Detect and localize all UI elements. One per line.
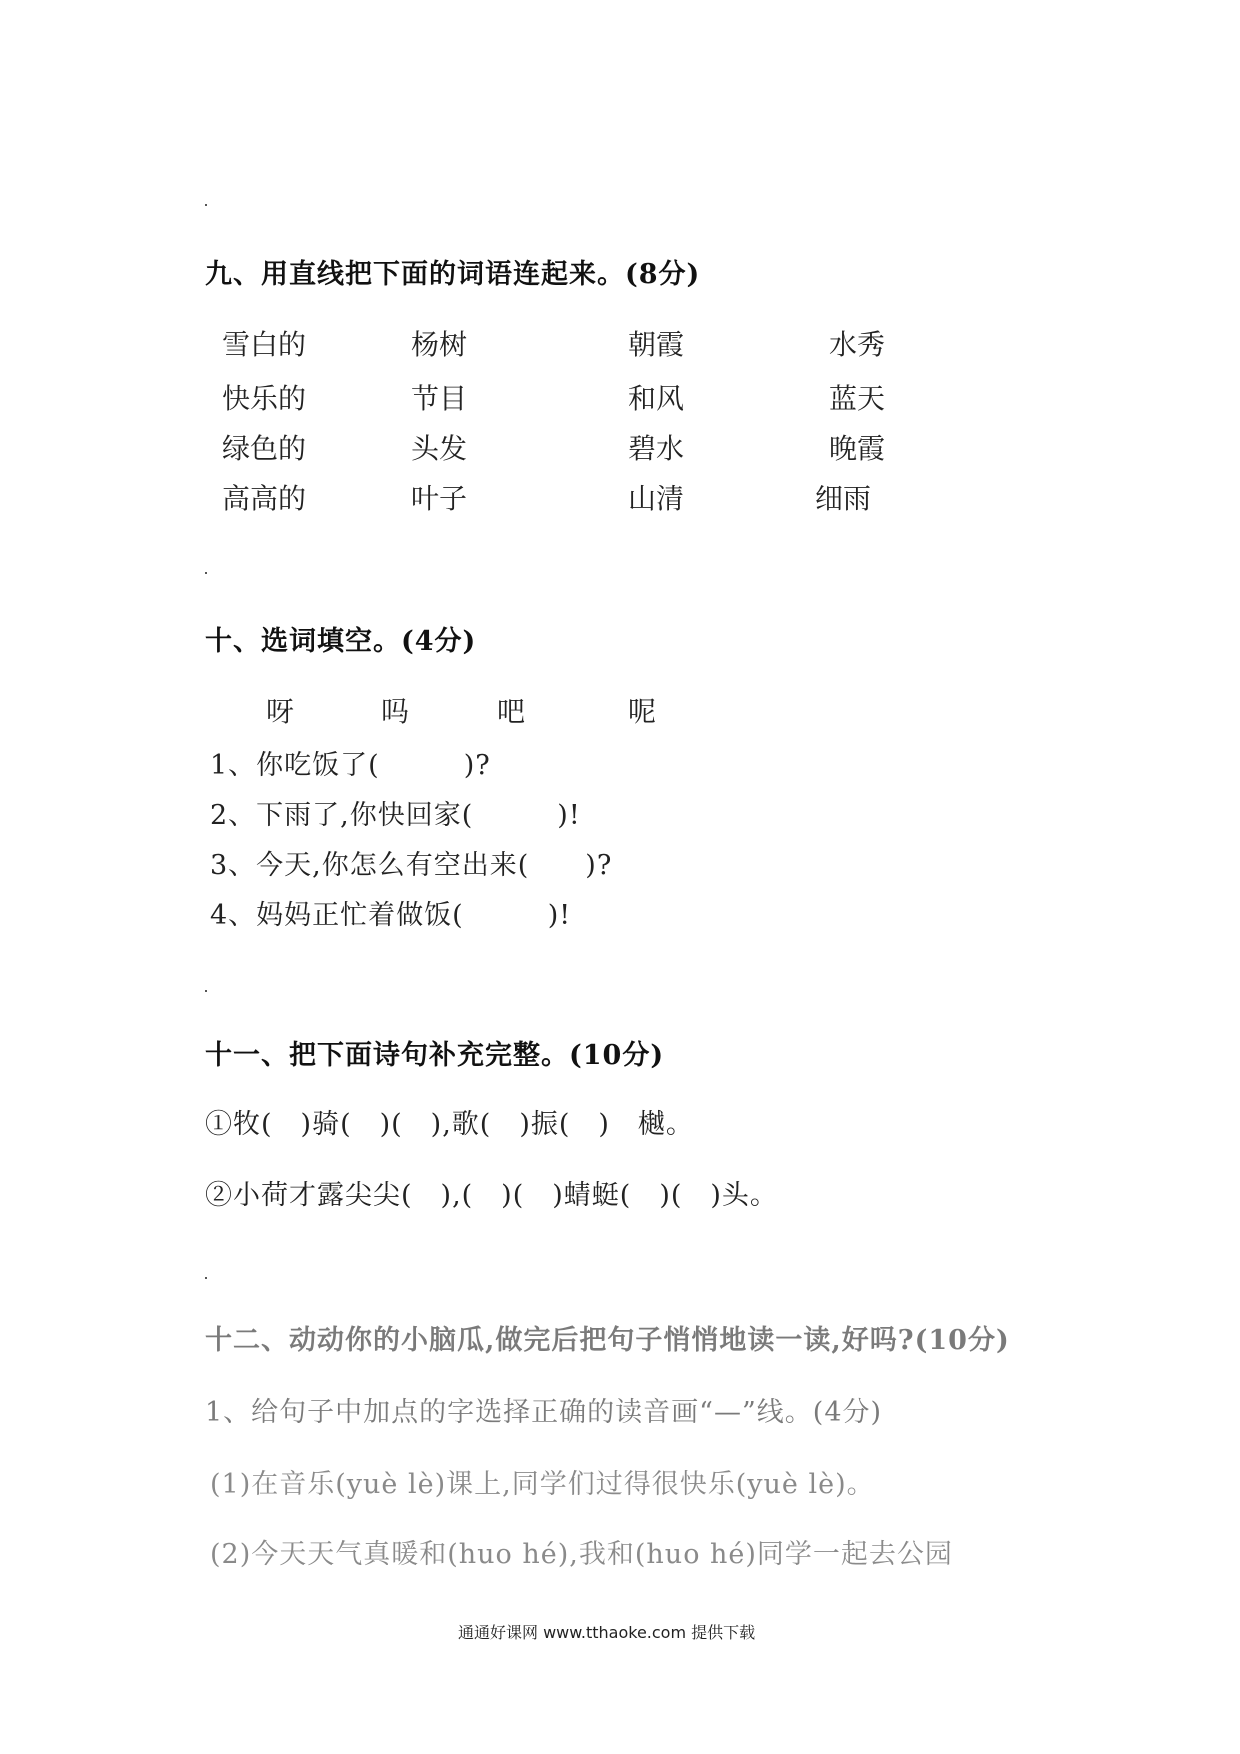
choice-word: 吧 [497, 695, 526, 728]
word-left1: 快乐的 [222, 382, 307, 415]
section10-title: 十、选词填空。(4分) [205, 626, 477, 657]
choice-word: 吗 [381, 695, 410, 728]
word-left1: 绿色的 [222, 432, 307, 465]
word-right1: 朝霞 [628, 328, 685, 361]
pinyin-item: (2)今天天气真暖和(huo hé),我和(huo hé)同学一起去公园 [210, 1539, 953, 1570]
word-right1: 碧水 [628, 432, 685, 465]
pinyin-item: (1)在音乐(yuè lè)课上,同学们过得很快乐(yuè lè)。 [210, 1469, 875, 1500]
scan-dot [205, 990, 207, 992]
word-right2: 水秀 [829, 328, 886, 361]
word-right2: 蓝天 [829, 382, 886, 415]
word-right1: 和风 [628, 382, 685, 415]
scan-dot [205, 572, 207, 574]
poem-line: ①牧( )骑( )( ),歌( )振( ) 樾。 [205, 1109, 694, 1140]
word-right1: 山清 [628, 482, 685, 515]
footer-text: 通通好课网 www.tthaoke.com 提供下载 [458, 1623, 756, 1642]
word-left1: 雪白的 [222, 328, 307, 361]
word-right2: 细雨 [815, 482, 872, 515]
word-left2: 叶子 [411, 482, 468, 515]
fill-item: 1、你吃饭了( )? [210, 750, 491, 781]
scan-dot [205, 1277, 207, 1279]
fill-item: 2、下雨了,你快回家( )! [210, 800, 581, 831]
word-left2: 杨树 [411, 328, 468, 361]
section9-title: 九、用直线把下面的词语连起来。(8分) [205, 259, 701, 290]
choice-word: 呀 [266, 695, 295, 728]
section11-title: 十一、把下面诗句补充完整。(10分) [205, 1040, 665, 1071]
section12-subtitle: 1、给句子中加点的字选择正确的读音画“—”线。(4分) [205, 1397, 883, 1428]
section12-title: 十二、动动你的小脑瓜,做完后把句子悄悄地读一读,好吗?(10分) [205, 1325, 1010, 1356]
choice-word: 呢 [628, 695, 657, 728]
scan-dot [205, 204, 207, 206]
word-left1: 高高的 [222, 482, 307, 515]
word-left2: 头发 [411, 432, 468, 465]
word-right2: 晚霞 [829, 432, 886, 465]
poem-line: ②小荷才露尖尖( ),( )( )蜻蜓( )( )头。 [205, 1180, 778, 1211]
fill-item: 4、妈妈正忙着做饭( )! [210, 900, 572, 931]
fill-item: 3、今天,你怎么有空出来( )? [210, 850, 613, 881]
word-left2: 节目 [411, 382, 468, 415]
